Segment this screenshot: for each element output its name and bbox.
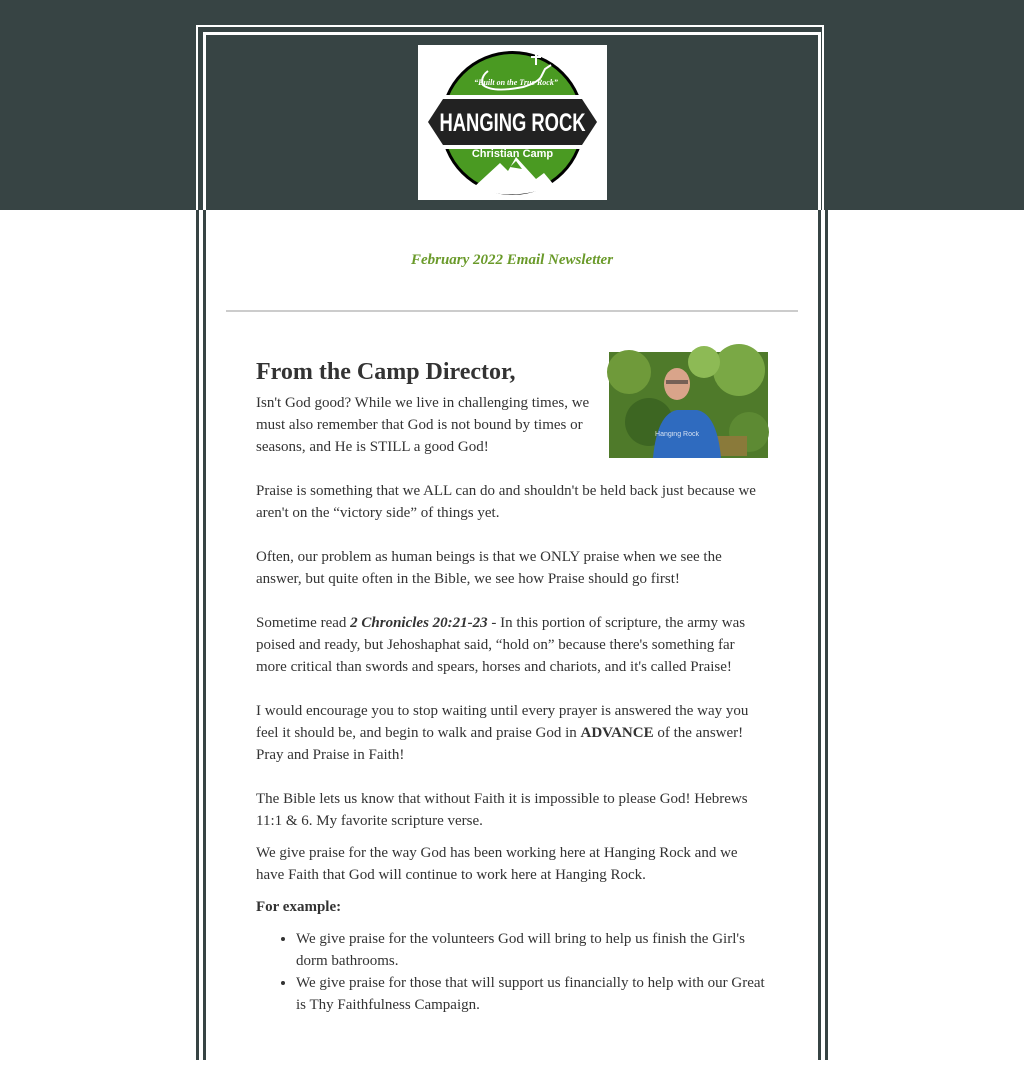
camp-logo[interactable] — [418, 45, 607, 200]
example-label-text: For example: — [256, 899, 342, 915]
chronicles-intro-text: Sometime read — [256, 615, 351, 631]
encourage-end-text: of the answer! Pray and Praise in Faith! — [256, 725, 744, 763]
paragraph-chronicles — [256, 612, 768, 678]
paragraph-hanging-rock: We give praise for the way God has been working here at Hanging Rock and we have Faith that God will continue to work here at Hanging Rock. — [256, 845, 738, 883]
logo-subtitle: Christian Camp — [471, 148, 554, 160]
example-label — [256, 896, 768, 918]
chronicles-body-text: - In this portion of scripture, the army was poised and ready, but Jehoshaphat said, “hold on” because there's something far more critical than swords and spears, horses and chariots, and it's called Praise! — [256, 615, 746, 675]
advance-emphasis: ADVANCE — [580, 725, 654, 741]
paragraph-praise: Praise is something that we ALL can do and shouldn't be held back just because we aren't on the “victory side” of things yet. — [256, 483, 756, 521]
article-heading: From the Camp Director, — [256, 359, 516, 385]
list-item: • We give praise for those that will support us financially to help with our Great is Thy Faithfulness Campaign. — [296, 972, 768, 1016]
praise-list — [256, 928, 768, 1016]
divider — [226, 310, 798, 312]
logo-tagline: “Built on the True Rock” — [474, 78, 558, 87]
encourage-text: I would encourage you to stop waiting until every prayer is answered the way you feel it should be, and begin to walk and praise God in — [256, 703, 749, 741]
list-item: • We give praise for the volunteers God will bring to help us finish the Girl's dorm bathrooms. — [296, 928, 768, 972]
svg-text:Hanging Rock: Hanging Rock — [655, 431, 699, 438]
director-article — [256, 352, 768, 1016]
newsletter-title: February 2022 Email Newsletter — [410, 252, 614, 268]
logo-name: HANGING ROCK — [439, 109, 586, 137]
camp-director-photo — [609, 352, 768, 458]
paragraph-encourage — [256, 700, 768, 766]
paragraph-faith: The Bible lets us know that without Faith it is impossible to please God! Hebrews 11:1 & 6. My favorite scripture verse. — [256, 791, 748, 829]
scripture-reference: 2 Chronicles 20:21-23 — [350, 615, 488, 631]
camp-logo-icon — [418, 45, 607, 200]
paragraph-intro: Isn't God good? While we live in challenging times, we must also remember that God is not bound by times or seasons, and He is STILL a good God! — [256, 395, 590, 455]
paragraph-problem: Often, our problem as human beings is that we ONLY praise when we see the answer, but quite often in the Bible, we see how Praise should go first! — [256, 549, 722, 587]
